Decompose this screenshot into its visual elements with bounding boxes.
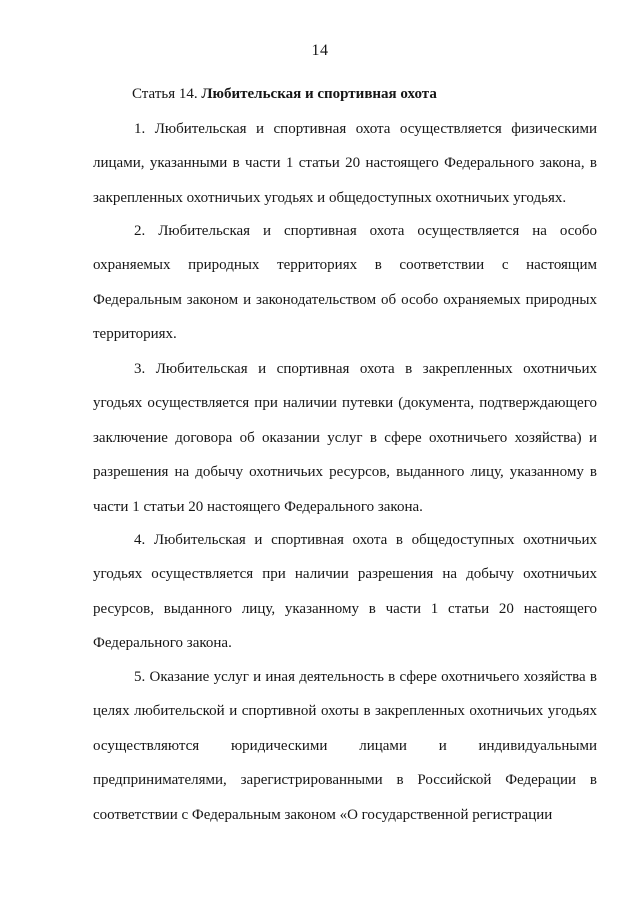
paragraph-2: 2. Любительская и спортивная охота осуществляется на особо охраняемых природных территориях в соответствии с настоящим Федеральным законом и законодательством об особо охраняемых природных территориях. [93, 223, 597, 343]
paragraph-4: 4. Любительская и спортивная охота в общедоступных охотничьих угодьях осуществляется при наличии разрешения на добычу охотничьих ресурсов, выданного лицу, указанному в части 1 статьи 20 настоящего Федерального закона. [93, 532, 597, 652]
paragraph-3: 3. Любительская и спортивная охота в закрепленных охотничьих угодьях осуществляется при наличии путевки (документа, подтверждающего заключение договора об оказании услуг в сфере охотничьего хозяйства) и разрешения на добычу охотничьих ресурсов, выданного лицу, указанному в части 1 статьи 20 настоящего Федерального закона. [93, 361, 597, 515]
article-number: Статья 14. [132, 86, 198, 102]
article-title: Любительская и спортивная охота [201, 86, 437, 102]
article-heading [132, 86, 437, 103]
paragraph-1: 1. Любительская и спортивная охота осуществляется физическими лицами, указанными в части 1 статьи 20 настоящего Федерального закона, в закрепленных охотничьих угодьях и общедоступных охотничьих угодьях. [93, 121, 597, 206]
page-number: 14 [311, 42, 329, 59]
paragraph-5: 5. Оказание услуг и иная деятельность в сфере охотничьего хозяйства в целях любительской и спортивной охоты в закрепленных охотничьих угодьях осуществляются юридическими лицами и индивидуальными предпринимателями, зарегистрированными в Российской Федерации в соответствии с Федеральным законом «О государственной регистрации [93, 669, 597, 823]
